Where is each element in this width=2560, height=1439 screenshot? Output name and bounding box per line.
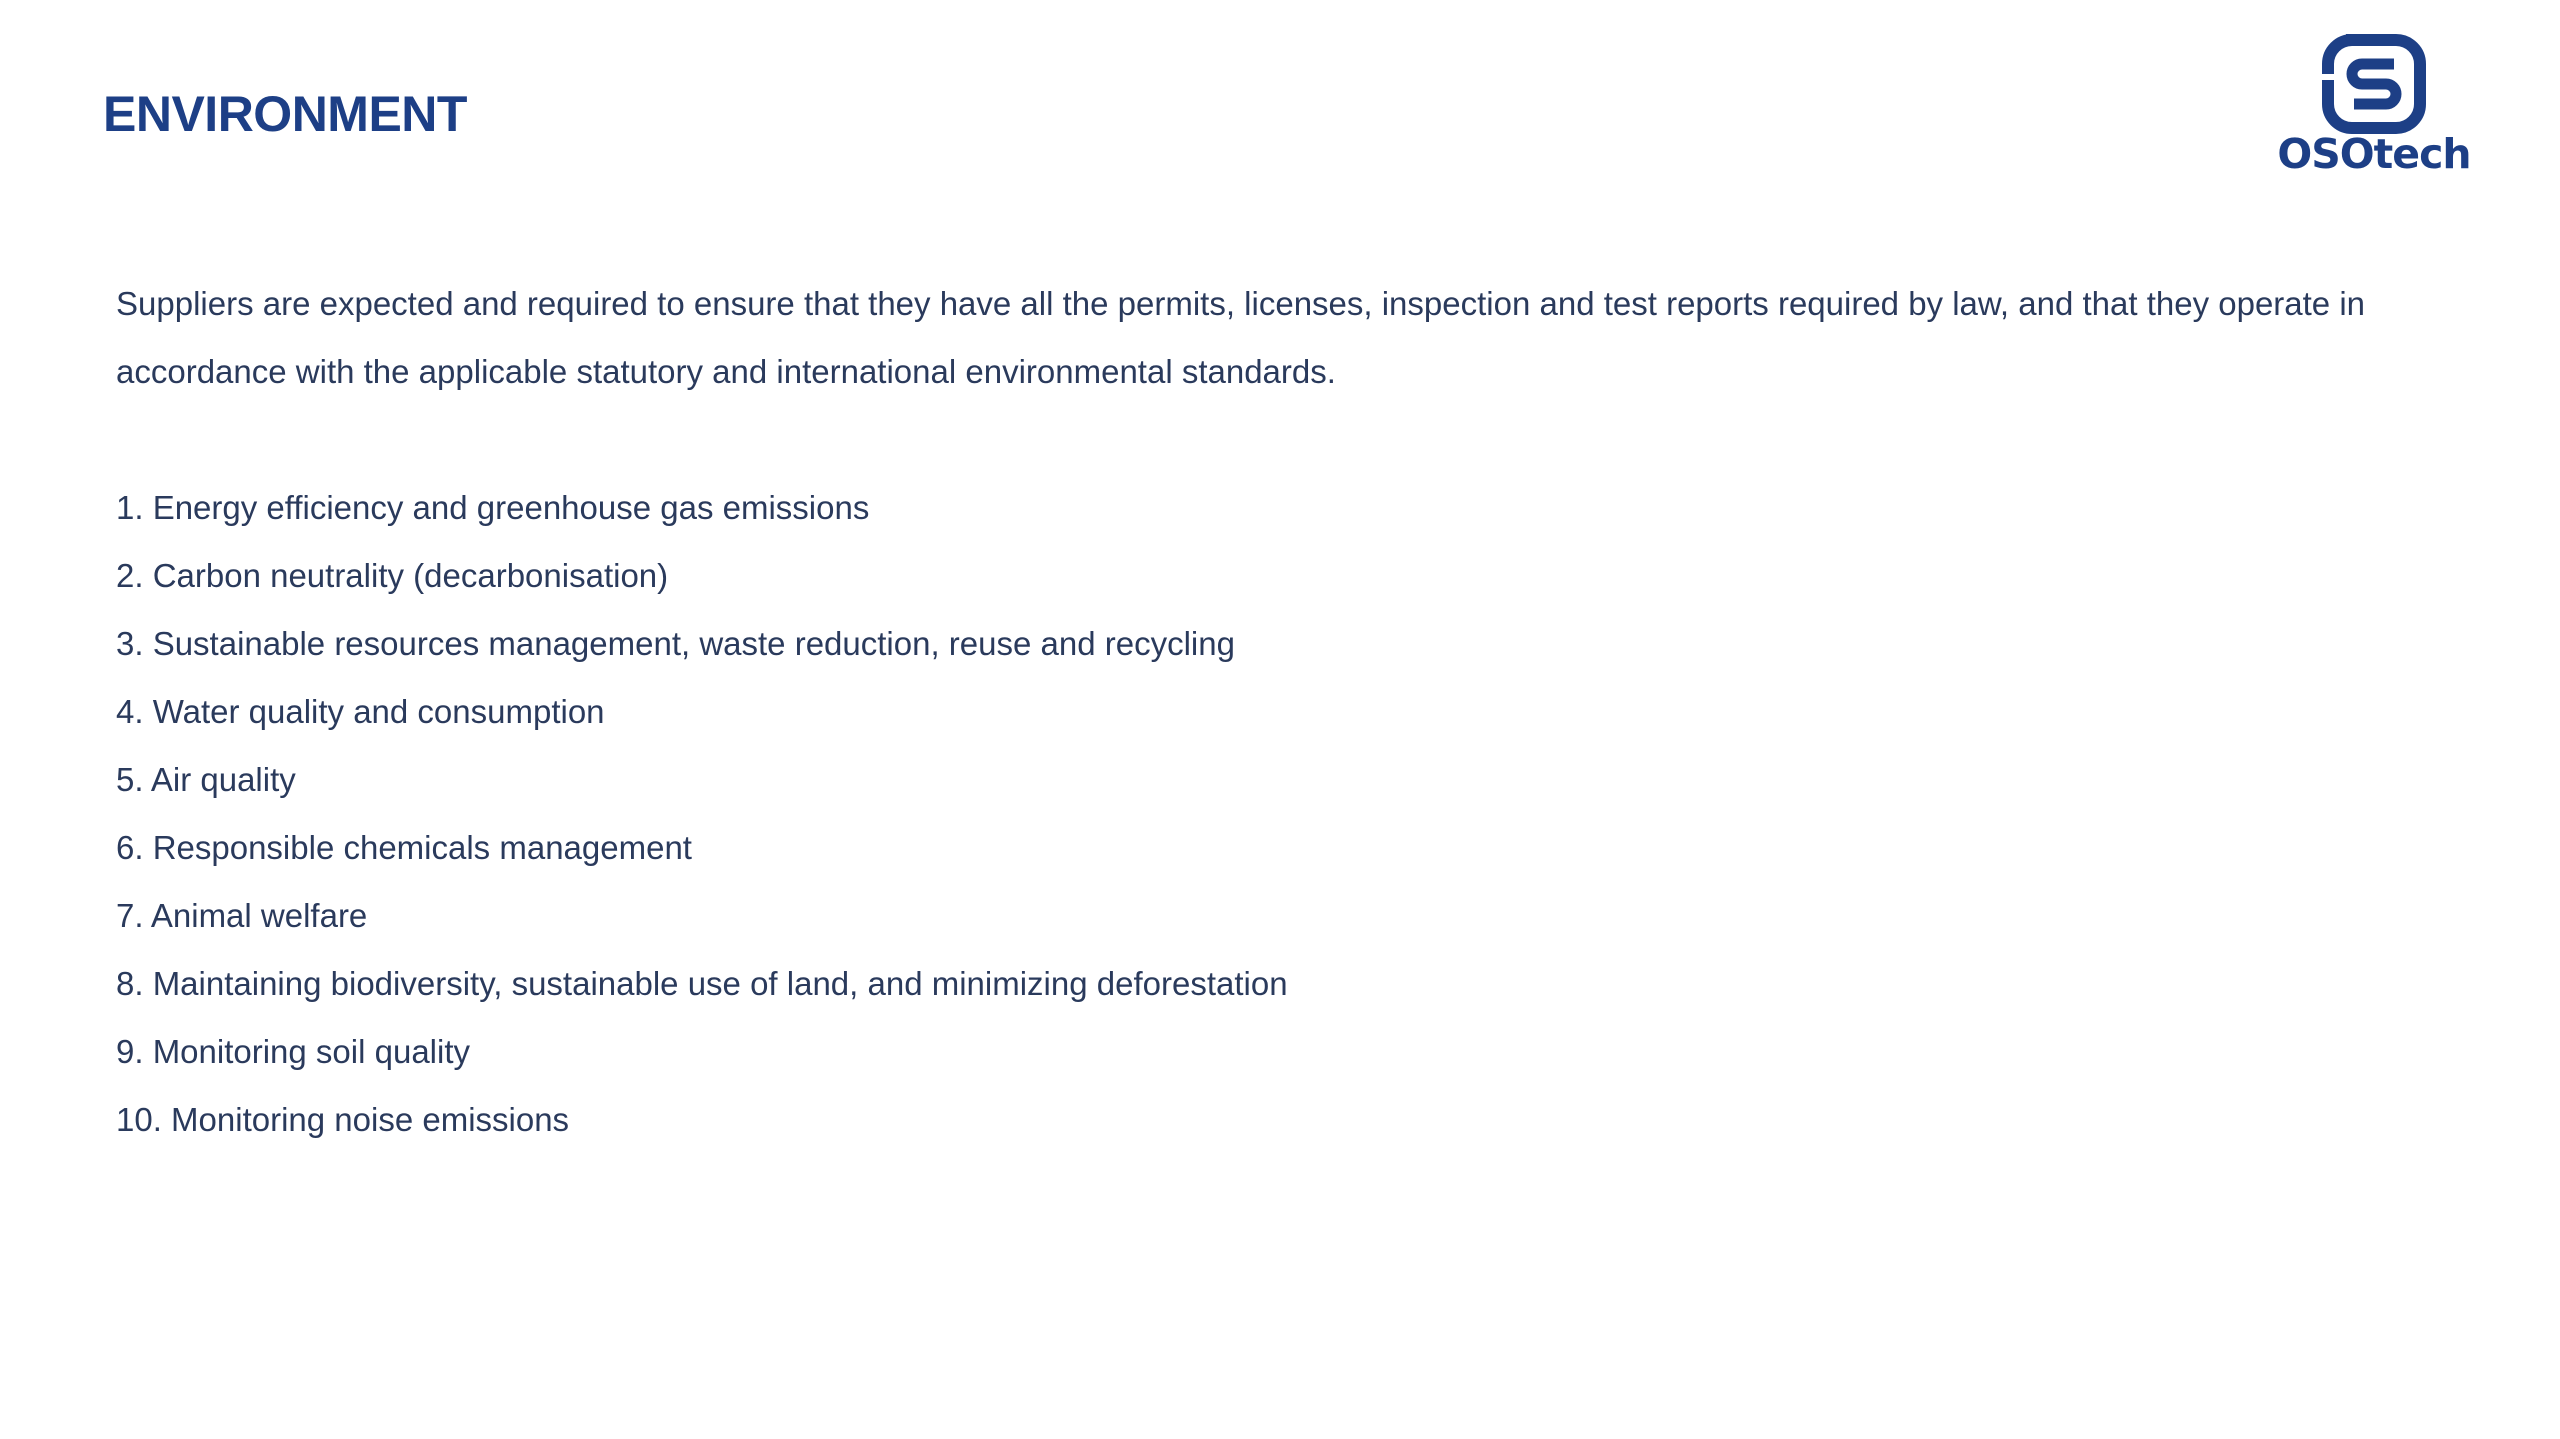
list-item: 9. Monitoring soil quality [116, 1033, 471, 1070]
main-content [116, 270, 2416, 1154]
list-item: 7. Animal welfare [116, 897, 368, 934]
page-title: ENVIRONMENT [103, 86, 467, 142]
environment-topics-list [116, 474, 2416, 1154]
intro-paragraph: Suppliers are expected and required to ensure that they have all the permits, licenses, inspection and test reports required by law, and that they operate in accordance with the applicable statutory and international environmental standards. [116, 285, 2366, 390]
list-item: 6. Responsible chemicals management [116, 829, 692, 866]
logo-wordmark: OSOtech [2277, 130, 2471, 178]
list-item: 4. Water quality and consumption [116, 693, 605, 730]
list-item: 2. Carbon neutrality (decarbonisation) [116, 557, 669, 594]
list-item: 8. Maintaining biodiversity, sustainable use of land, and minimizing deforestation [116, 965, 1288, 1002]
list-item: 10. Monitoring noise emissions [116, 1101, 570, 1138]
list-item: 5. Air quality [116, 761, 296, 798]
list-item: 3. Sustainable resources management, waste reduction, reuse and recycling [116, 625, 1235, 662]
list-item: 1. Energy efficiency and greenhouse gas emissions [116, 489, 870, 526]
company-logo [2268, 34, 2471, 184]
osotech-logo-icon [2322, 34, 2426, 134]
